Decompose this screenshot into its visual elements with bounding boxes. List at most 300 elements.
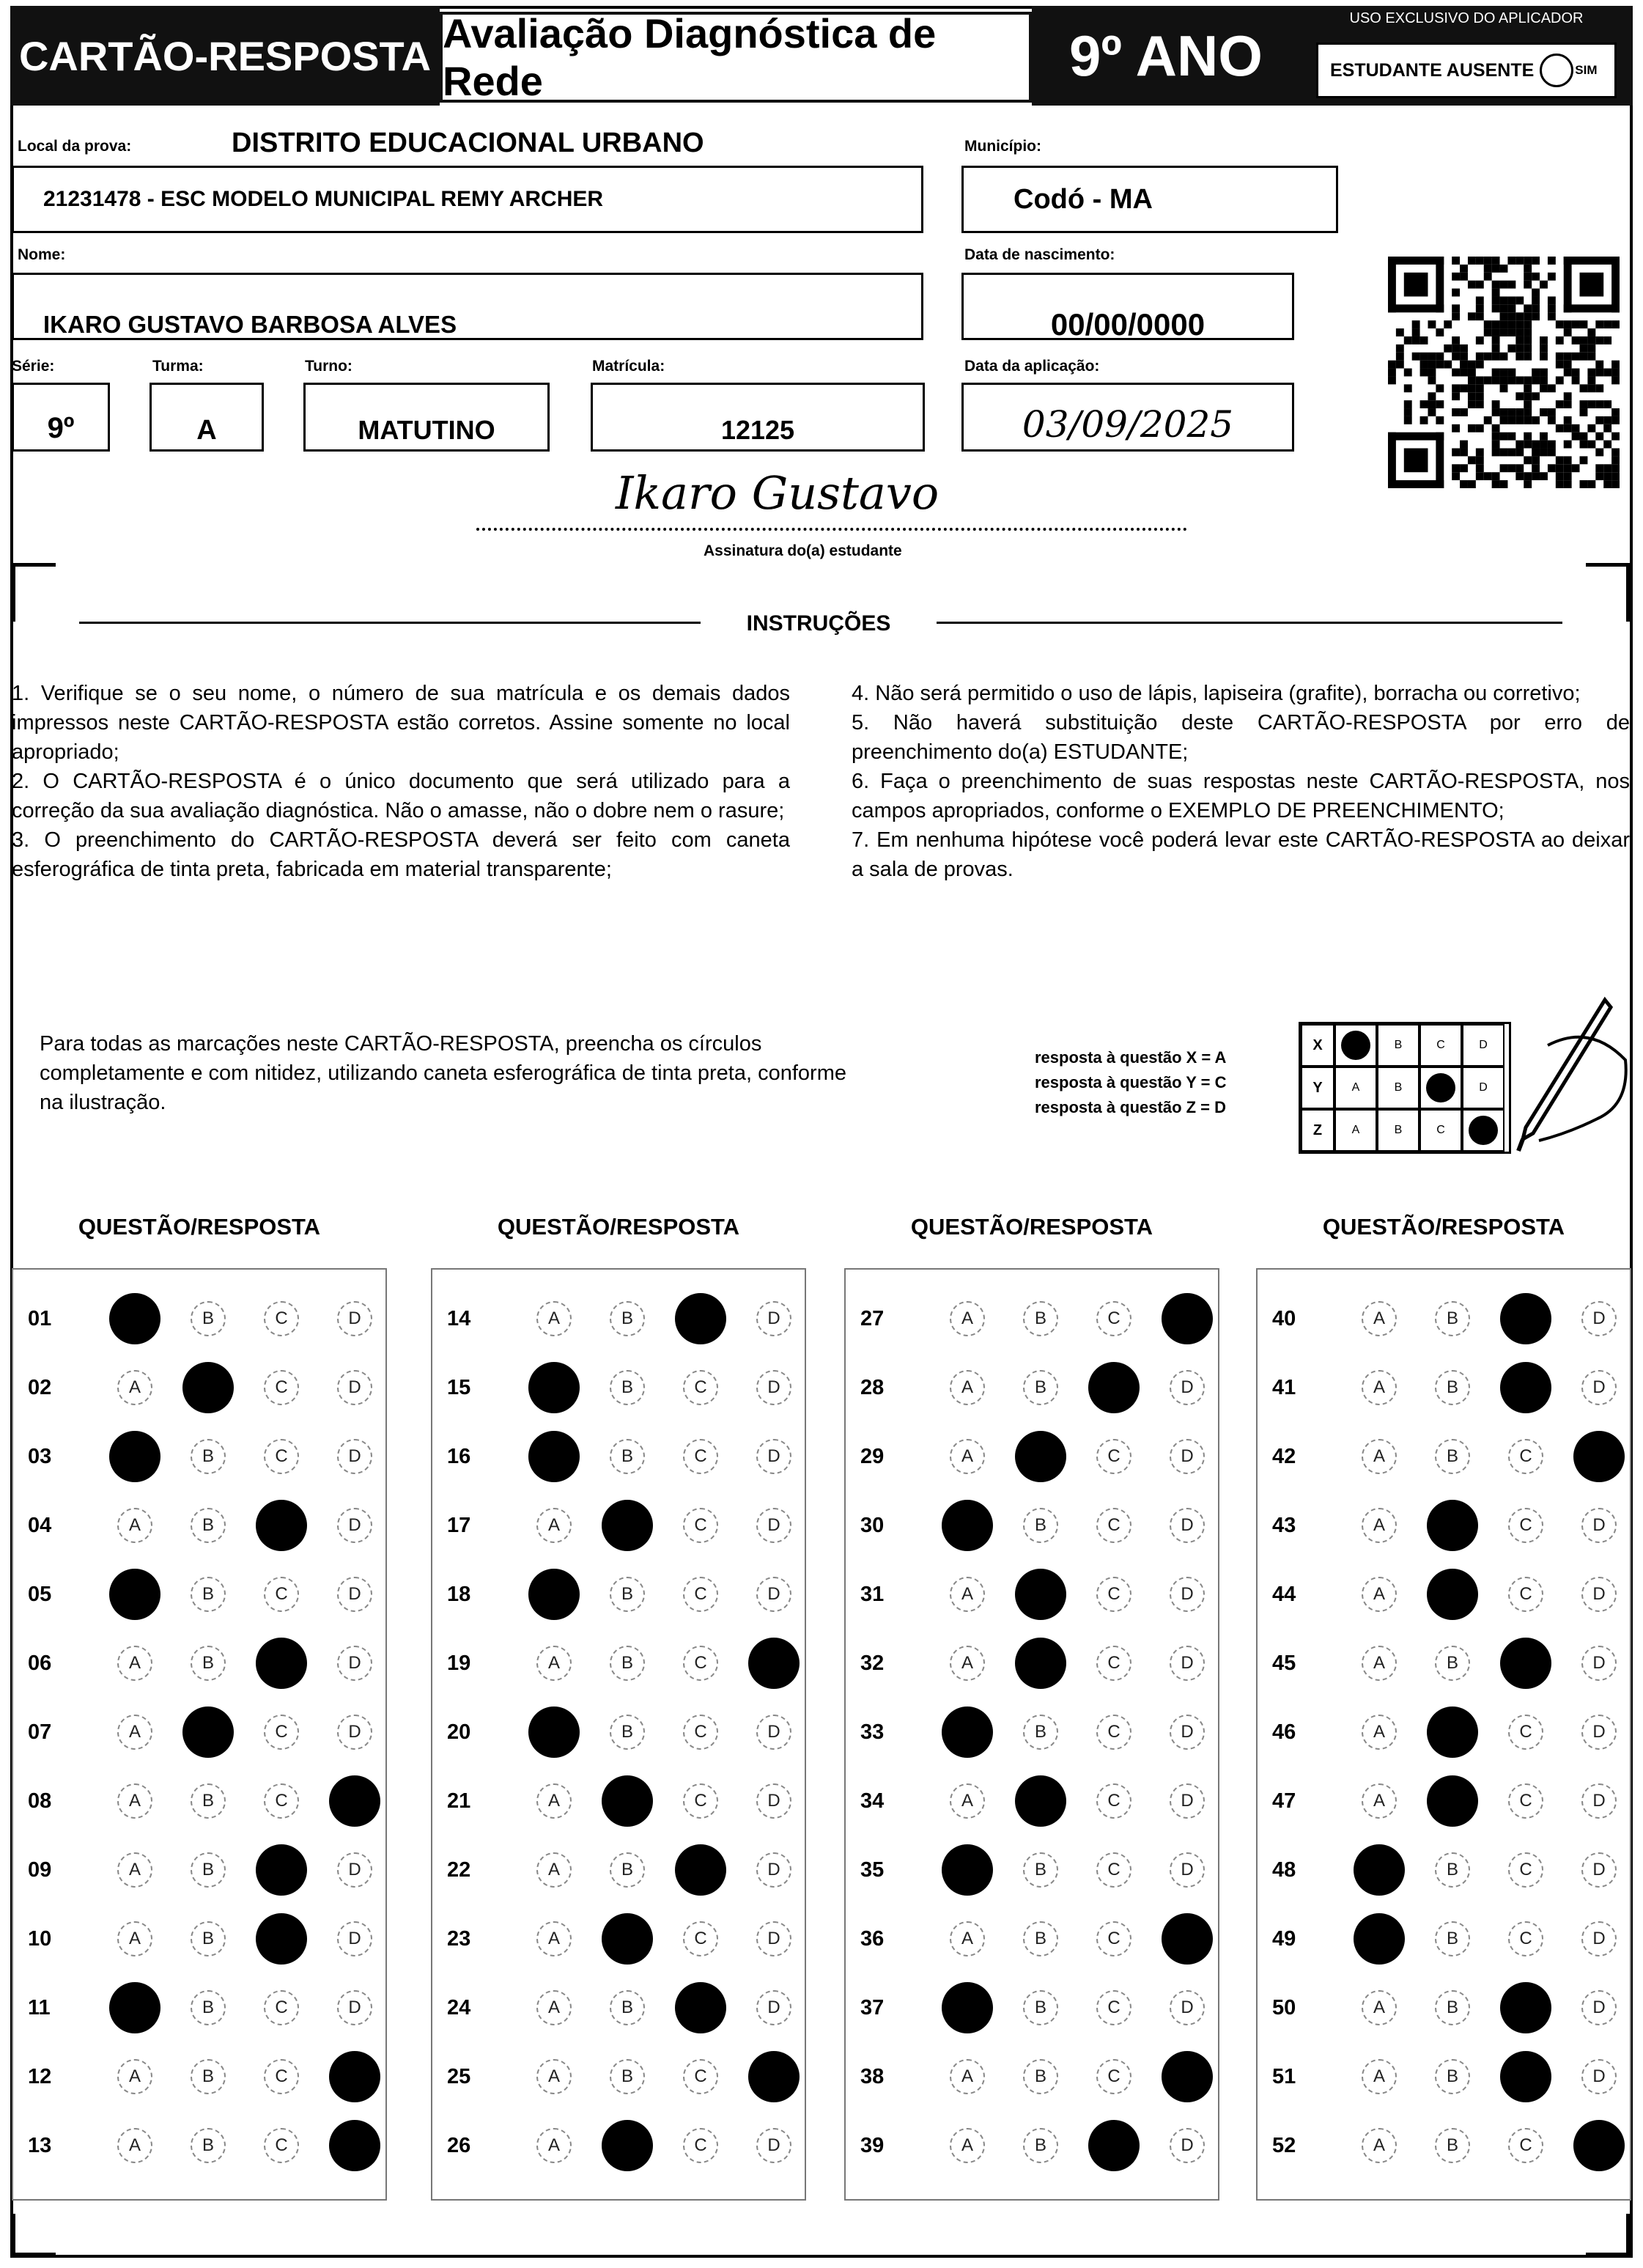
- answer-bubble-d[interactable]: [748, 1638, 800, 1689]
- answer-bubble-c[interactable]: C: [1508, 1508, 1543, 1543]
- question-row: [846, 2111, 1218, 2180]
- question-row: [1258, 2042, 1630, 2111]
- answer-bubble-d[interactable]: D: [756, 1577, 791, 1612]
- answer-bubble-a[interactable]: [942, 1500, 993, 1551]
- question-row: [432, 1560, 805, 1629]
- example-option-label: B: [1394, 1039, 1403, 1051]
- question-row: [846, 1629, 1218, 1698]
- answer-bubble-a[interactable]: [109, 1569, 160, 1620]
- example-cell: [1334, 1067, 1377, 1109]
- answer-bubble-c[interactable]: [1500, 1638, 1551, 1689]
- question-number: 37: [860, 1995, 885, 2020]
- answer-bubble-a[interactable]: [1354, 1844, 1405, 1896]
- answer-bubble-d[interactable]: D: [337, 1990, 372, 2025]
- answer-bubble-b[interactable]: [602, 1913, 653, 1965]
- example-option-label: A: [1351, 1081, 1360, 1094]
- signature-line: [476, 528, 1187, 531]
- answer-bubble-c[interactable]: C: [683, 1508, 718, 1543]
- answer-bubble-d[interactable]: [329, 2120, 380, 2171]
- column-title: QUESTÃO/RESPOSTA: [910, 1214, 1153, 1240]
- instruction-2: 2. O CARTÃO-RESPOSTA é o único documento que será utilizado para a correção da sua avaliação diagnóstica. Não o amasse, não o dobre nem o rasure;: [12, 770, 790, 822]
- question-number: 39: [860, 2133, 885, 2157]
- answer-bubble-d[interactable]: D: [1581, 1921, 1617, 1956]
- answer-bubble-b[interactable]: B: [191, 1301, 226, 1336]
- answer-bubble-b[interactable]: [1427, 1775, 1478, 1827]
- answer-bubble-c[interactable]: [256, 1913, 307, 1965]
- answer-bubble-a[interactable]: A: [117, 1646, 152, 1681]
- question-number: 31: [860, 1582, 885, 1606]
- matricula-label: Matrícula:: [592, 358, 665, 375]
- answer-bubble-a[interactable]: A: [536, 1783, 572, 1819]
- question-number: 13: [28, 2133, 52, 2157]
- answer-bubble-d[interactable]: D: [337, 1715, 372, 1750]
- answer-bubble-a[interactable]: A: [1362, 1508, 1397, 1543]
- example-option-label: B: [1394, 1081, 1403, 1094]
- question-number: 23: [447, 1926, 471, 1951]
- answer-bubble-a[interactable]: A: [117, 1715, 152, 1750]
- answer-bubble-a[interactable]: A: [117, 1921, 152, 1956]
- answer-bubble-b[interactable]: B: [610, 1990, 645, 2025]
- answer-bubble-b[interactable]: B: [191, 1646, 226, 1681]
- answer-bubble-d[interactable]: D: [1170, 1715, 1205, 1750]
- answer-bubble-d[interactable]: D: [1581, 1301, 1617, 1336]
- answer-bubble-b[interactable]: B: [191, 1577, 226, 1612]
- answer-bubble-b[interactable]: B: [1023, 1852, 1058, 1888]
- answer-bubble-b[interactable]: B: [610, 1577, 645, 1612]
- question-number: 34: [860, 1789, 885, 1813]
- answer-bubble-b[interactable]: B: [1435, 1852, 1470, 1888]
- answer-bubble-a[interactable]: A: [950, 1646, 985, 1681]
- answer-bubble-b[interactable]: B: [191, 1852, 226, 1888]
- instructions-left: [12, 679, 790, 884]
- question-number: 12: [28, 2064, 52, 2088]
- answer-bubble-c[interactable]: C: [264, 1990, 299, 2025]
- aplicacao-box: [961, 383, 1294, 452]
- answer-bubble-c[interactable]: [1500, 2051, 1551, 2102]
- answer-bubble-c[interactable]: C: [1096, 1439, 1131, 1474]
- answer-bubble-b[interactable]: B: [1023, 2128, 1058, 2163]
- answer-bubble-d[interactable]: D: [1581, 1783, 1617, 1819]
- answer-bubble-a[interactable]: A: [117, 1370, 152, 1405]
- example-row-label: Y: [1301, 1067, 1334, 1109]
- answer-bubble-b[interactable]: B: [1435, 1921, 1470, 1956]
- answer-bubble-b[interactable]: B: [1023, 1990, 1058, 2025]
- instruction-4: 4. Não será permitido o uso de lápis, lapiseira (grafite), borracha ou corretivo;: [852, 682, 1581, 705]
- answer-bubble-a[interactable]: A: [117, 2128, 152, 2163]
- answer-bubble-c[interactable]: C: [683, 1439, 718, 1474]
- answer-bubble-c[interactable]: C: [264, 1301, 299, 1336]
- answer-bubble-a[interactable]: A: [1362, 1715, 1397, 1750]
- answer-bubble-b[interactable]: B: [1023, 2059, 1058, 2094]
- answer-bubble-b[interactable]: B: [610, 2059, 645, 2094]
- answer-bubble-a[interactable]: A: [950, 1439, 985, 1474]
- answer-bubble-a[interactable]: A: [536, 1646, 572, 1681]
- answer-bubble-d[interactable]: [1573, 2120, 1625, 2171]
- question-row: [846, 1767, 1218, 1836]
- answer-bubble-c[interactable]: C: [683, 2128, 718, 2163]
- example-cell: [1334, 1109, 1377, 1152]
- answer-bubble-b[interactable]: [182, 1362, 234, 1413]
- column-title: QUESTÃO/RESPOSTA: [497, 1214, 740, 1240]
- answer-bubble-a[interactable]: A: [950, 1577, 985, 1612]
- question-row: [432, 1767, 805, 1836]
- applicator-block: [1300, 6, 1633, 106]
- answer-bubble-b[interactable]: [1015, 1775, 1066, 1827]
- answer-bubble-a[interactable]: [528, 1362, 580, 1413]
- matricula-value: 12125: [720, 415, 795, 445]
- absent-box: [1316, 43, 1617, 98]
- question-number: 01: [28, 1306, 52, 1330]
- example-text: Para todas as marcações neste CARTÃO-RESPOSTA, preencha os círculos completamente e com nitidez, utilizando caneta esferográfica de tinta preta, conforme na ilustração.: [40, 1032, 846, 1114]
- answer-bubble-c[interactable]: [675, 1982, 726, 2033]
- answer-bubble-b[interactable]: B: [1435, 1370, 1470, 1405]
- answer-bubble-c[interactable]: C: [1096, 1508, 1131, 1543]
- answer-bubble-c[interactable]: [1500, 1982, 1551, 2033]
- question-row: [432, 1973, 805, 2042]
- answer-bubble-b[interactable]: B: [610, 1715, 645, 1750]
- example-legend: [1035, 1045, 1226, 1120]
- answer-bubble-c[interactable]: C: [1096, 1301, 1131, 1336]
- answer-bubble-d[interactable]: [1573, 1431, 1625, 1482]
- example-legend-x: resposta à questão X = A: [1035, 1048, 1227, 1067]
- example-option-label: A: [1351, 1124, 1360, 1136]
- answer-bubble-c[interactable]: C: [264, 1577, 299, 1612]
- answer-bubble-b[interactable]: [1427, 1706, 1478, 1758]
- answer-bubble-b[interactable]: B: [610, 1439, 645, 1474]
- corner-mark-tl: [12, 563, 56, 622]
- answer-bubble-d[interactable]: D: [756, 1715, 791, 1750]
- answer-bubble-c[interactable]: C: [1508, 1439, 1543, 1474]
- answer-bubble-b[interactable]: [1427, 1500, 1478, 1551]
- answer-bubble-b[interactable]: [1015, 1638, 1066, 1689]
- answer-bubble-d[interactable]: D: [337, 1508, 372, 1543]
- answer-bubble-c[interactable]: C: [683, 1715, 718, 1750]
- answer-bubble-c[interactable]: C: [1096, 2059, 1131, 2094]
- answer-bubble-b[interactable]: B: [1023, 1370, 1058, 1405]
- answer-bubble-b[interactable]: [182, 1706, 234, 1758]
- question-number: 33: [860, 1720, 885, 1744]
- answer-bubble-d[interactable]: D: [756, 1439, 791, 1474]
- answer-bubble-b[interactable]: B: [191, 1783, 226, 1819]
- answer-bubble-a[interactable]: A: [1362, 2059, 1397, 2094]
- question-number: 21: [447, 1789, 471, 1813]
- question-row: [846, 1353, 1218, 1422]
- answer-bubble-a[interactable]: [109, 1431, 160, 1482]
- question-number: 35: [860, 1858, 885, 1882]
- answer-bubble-b[interactable]: [1015, 1431, 1066, 1482]
- answer-bubble-c[interactable]: [1500, 1293, 1551, 1344]
- question-row: [13, 1698, 385, 1767]
- answer-bubble-c[interactable]: C: [683, 1577, 718, 1612]
- answer-bubble-d[interactable]: D: [337, 1577, 372, 1612]
- answer-bubble-a[interactable]: A: [1362, 1439, 1397, 1474]
- answer-bubble-c[interactable]: [1500, 1362, 1551, 1413]
- local-label: Local da prova:: [18, 138, 132, 155]
- answer-bubble-c[interactable]: C: [1096, 1990, 1131, 2025]
- question-number: 26: [447, 2133, 471, 2157]
- answer-bubble-d[interactable]: D: [756, 1990, 791, 2025]
- answer-bubble-c[interactable]: C: [683, 1370, 718, 1405]
- answer-bubble-c[interactable]: C: [1096, 1921, 1131, 1956]
- answer-bubble-b[interactable]: B: [1023, 1508, 1058, 1543]
- school-value: 21231478 - ESC MODELO MUNICIPAL REMY ARCHER: [43, 187, 604, 211]
- answer-bubble-a[interactable]: [528, 1569, 580, 1620]
- answer-bubble-d[interactable]: D: [756, 1852, 791, 1888]
- answer-column: [1256, 1268, 1631, 2201]
- answer-bubble-a[interactable]: [942, 1844, 993, 1896]
- answer-bubble-a[interactable]: A: [950, 1301, 985, 1336]
- answer-bubble-a[interactable]: [528, 1706, 580, 1758]
- answer-bubble-d[interactable]: [329, 1775, 380, 1827]
- answer-bubble-a[interactable]: A: [536, 1852, 572, 1888]
- nascimento-label: Data de nascimento:: [964, 246, 1115, 263]
- question-number: 27: [860, 1306, 885, 1330]
- absent-bubble[interactable]: [1540, 54, 1573, 87]
- answer-bubble-c[interactable]: [1088, 2120, 1140, 2171]
- answer-bubble-d[interactable]: D: [337, 1370, 372, 1405]
- answer-bubble-a[interactable]: A: [117, 2059, 152, 2094]
- question-number: 49: [1272, 1926, 1296, 1951]
- aplicacao-label: Data da aplicação:: [964, 358, 1100, 375]
- question-number: 25: [447, 2064, 471, 2088]
- answer-bubble-c[interactable]: C: [1096, 1852, 1131, 1888]
- question-row: [1258, 1560, 1630, 1629]
- turno-box: [303, 383, 550, 452]
- answer-bubble-d[interactable]: D: [1581, 1370, 1617, 1405]
- answer-bubble-c[interactable]: C: [1508, 1577, 1543, 1612]
- question-row: [846, 1904, 1218, 1973]
- example-cell: [1419, 1067, 1462, 1109]
- answer-bubble-d[interactable]: D: [337, 1646, 372, 1681]
- answer-bubble-b[interactable]: B: [1023, 1715, 1058, 1750]
- answer-bubble-d[interactable]: [1162, 1913, 1213, 1965]
- answer-bubble-b[interactable]: B: [191, 1990, 226, 2025]
- answer-bubble-d[interactable]: D: [756, 1370, 791, 1405]
- instruction-5: 5. Não haverá substituição deste CARTÃO-RESPOSTA por erro de preenchimento do(a) ESTUDANTE;: [852, 711, 1630, 764]
- question-number: 17: [447, 1513, 471, 1537]
- answer-bubble-a[interactable]: A: [1362, 1783, 1397, 1819]
- answer-bubble-d[interactable]: D: [1170, 1783, 1205, 1819]
- answer-bubble-c[interactable]: [675, 1293, 726, 1344]
- question-row: [13, 1767, 385, 1836]
- municipio-value: Codó - MA: [1014, 183, 1153, 215]
- answer-bubble-d[interactable]: D: [756, 1508, 791, 1543]
- answer-bubble-c[interactable]: C: [264, 1439, 299, 1474]
- answer-bubble-b[interactable]: B: [1435, 1439, 1470, 1474]
- answer-bubble-d[interactable]: D: [1170, 1990, 1205, 2025]
- answer-bubble-a[interactable]: [528, 1431, 580, 1482]
- answer-bubble-c[interactable]: [675, 1844, 726, 1896]
- question-row: [1258, 2111, 1630, 2180]
- instruction-7: 7. Em nenhuma hipótese você poderá levar este CARTÃO-RESPOSTA ao deixar a sala de provas.: [852, 828, 1630, 881]
- answer-bubble-d[interactable]: D: [1170, 1508, 1205, 1543]
- question-row: [846, 1836, 1218, 1904]
- answer-bubble-b[interactable]: B: [1435, 2059, 1470, 2094]
- answer-bubble-b[interactable]: B: [191, 2059, 226, 2094]
- question-number: 46: [1272, 1720, 1296, 1744]
- answer-bubble-b[interactable]: B: [610, 1646, 645, 1681]
- answer-bubble-c[interactable]: C: [264, 1783, 299, 1819]
- answer-bubble-b[interactable]: [602, 2120, 653, 2171]
- answer-bubble-c[interactable]: [256, 1500, 307, 1551]
- answer-bubble-b[interactable]: B: [191, 1508, 226, 1543]
- answer-bubble-a[interactable]: A: [117, 1852, 152, 1888]
- question-number: 48: [1272, 1858, 1296, 1882]
- answer-bubble-d[interactable]: D: [337, 1439, 372, 1474]
- answer-bubble-d[interactable]: D: [1581, 1990, 1617, 2025]
- question-row: [13, 1560, 385, 1629]
- example-cell: [1419, 1109, 1462, 1152]
- answer-bubble-a[interactable]: A: [1362, 1646, 1397, 1681]
- question-number: 04: [28, 1513, 52, 1537]
- answer-bubble-d[interactable]: D: [756, 1301, 791, 1336]
- question-number: 32: [860, 1651, 885, 1675]
- answer-bubble-c[interactable]: C: [683, 2059, 718, 2094]
- answer-bubble-b[interactable]: B: [191, 2128, 226, 2163]
- answer-bubble-c[interactable]: [256, 1844, 307, 1896]
- answer-bubble-a[interactable]: A: [536, 1921, 572, 1956]
- answer-bubble-d[interactable]: D: [1170, 1370, 1205, 1405]
- answer-bubble-b[interactable]: B: [1435, 2128, 1470, 2163]
- answer-bubble-a[interactable]: A: [536, 1301, 572, 1336]
- answer-bubble-c[interactable]: C: [683, 1646, 718, 1681]
- question-row: [1258, 1767, 1630, 1836]
- answer-bubble-b[interactable]: B: [191, 1921, 226, 1956]
- answer-bubble-d[interactable]: D: [1581, 2059, 1617, 2094]
- card-title: CARTÃO-RESPOSTA: [10, 6, 440, 106]
- answer-bubble-d[interactable]: [1162, 2051, 1213, 2102]
- answer-bubble-d[interactable]: D: [756, 2128, 791, 2163]
- question-row: [432, 1491, 805, 1560]
- example-option-label: B: [1394, 1124, 1403, 1136]
- matricula-box: [591, 383, 925, 452]
- answer-bubble-d[interactable]: D: [1170, 2128, 1205, 2163]
- answer-bubble-c[interactable]: C: [683, 1783, 718, 1819]
- answer-bubble-a[interactable]: A: [950, 2128, 985, 2163]
- question-row: [1258, 1353, 1630, 1422]
- answer-bubble-b[interactable]: [602, 1775, 653, 1827]
- answer-bubble-c[interactable]: C: [264, 2128, 299, 2163]
- exam-title: Avaliação Diagnóstica de Rede: [440, 12, 1032, 103]
- answer-bubble-a[interactable]: [109, 1293, 160, 1344]
- answer-bubble-a[interactable]: A: [117, 1783, 152, 1819]
- answer-bubble-c[interactable]: C: [1096, 1715, 1131, 1750]
- aplicacao-value: 03/09/2025: [1022, 403, 1234, 446]
- answer-bubble-d[interactable]: D: [337, 1921, 372, 1956]
- pen-icon: [1480, 994, 1634, 1163]
- answer-bubble-a[interactable]: A: [536, 2059, 572, 2094]
- answer-bubble-a[interactable]: A: [1362, 1577, 1397, 1612]
- question-number: 11: [28, 1995, 51, 2020]
- answer-bubble-c[interactable]: C: [683, 1921, 718, 1956]
- answer-bubble-c[interactable]: C: [264, 2059, 299, 2094]
- answer-bubble-a[interactable]: A: [950, 1783, 985, 1819]
- answer-bubble-b[interactable]: [1427, 1569, 1478, 1620]
- answer-bubble-b[interactable]: B: [610, 1852, 645, 1888]
- answer-bubble-c[interactable]: C: [1508, 1852, 1543, 1888]
- question-number: 30: [860, 1513, 885, 1537]
- answer-bubble-d[interactable]: D: [1170, 1577, 1205, 1612]
- question-row: [432, 2042, 805, 2111]
- example-row-label: Z: [1301, 1109, 1334, 1152]
- answer-bubble-c[interactable]: [256, 1638, 307, 1689]
- answer-bubble-a[interactable]: A: [950, 1921, 985, 1956]
- answer-bubble-b[interactable]: B: [1023, 1921, 1058, 1956]
- instruction-3: 3. O preenchimento do CARTÃO-RESPOSTA deverá ser feito com caneta esferográfica de tinta preta, fabricada em material transparente;: [12, 828, 790, 881]
- answer-bubble-a[interactable]: A: [1362, 2128, 1397, 2163]
- answer-bubble-a[interactable]: A: [536, 1508, 572, 1543]
- applicator-title: USO EXCLUSIVO DO APLICADOR: [1349, 10, 1584, 26]
- answer-bubble-d[interactable]: [1162, 1293, 1213, 1344]
- answer-bubble-d[interactable]: D: [1581, 1508, 1617, 1543]
- answer-bubble-d[interactable]: D: [1170, 1646, 1205, 1681]
- answer-bubble-c[interactable]: [1088, 1362, 1140, 1413]
- answer-bubble-b[interactable]: [1015, 1569, 1066, 1620]
- answer-bubble-b[interactable]: B: [610, 1301, 645, 1336]
- answer-bubble-d[interactable]: D: [1581, 1577, 1617, 1612]
- answer-bubble-a[interactable]: A: [1362, 1990, 1397, 2025]
- answer-bubble-d[interactable]: D: [756, 1921, 791, 1956]
- answer-bubble-d[interactable]: D: [337, 1301, 372, 1336]
- answer-bubble-d[interactable]: D: [1170, 1852, 1205, 1888]
- answer-bubble-b[interactable]: [602, 1500, 653, 1551]
- answer-bubble-c[interactable]: C: [1508, 1783, 1543, 1819]
- answer-bubble-c[interactable]: C: [1096, 1577, 1131, 1612]
- answer-bubble-d[interactable]: D: [1170, 1439, 1205, 1474]
- answer-bubble-a[interactable]: [109, 1982, 160, 2033]
- answer-bubble-c[interactable]: C: [1508, 2128, 1543, 2163]
- example-legend-z: resposta à questão Z = D: [1035, 1098, 1227, 1116]
- answer-bubble-d[interactable]: [329, 2051, 380, 2102]
- answer-bubble-a[interactable]: A: [950, 2059, 985, 2094]
- answer-bubble-d[interactable]: [748, 2051, 800, 2102]
- nome-label: Nome:: [18, 246, 66, 263]
- answer-bubble-a[interactable]: [1354, 1913, 1405, 1965]
- answer-bubble-d[interactable]: D: [1581, 1646, 1617, 1681]
- answer-bubble-a[interactable]: [942, 1982, 993, 2033]
- answer-bubble-a[interactable]: A: [536, 2128, 572, 2163]
- answer-bubble-c[interactable]: C: [264, 1370, 299, 1405]
- answer-bubble-b[interactable]: B: [1435, 1990, 1470, 2025]
- answer-bubble-c[interactable]: C: [1508, 1921, 1543, 1956]
- signature-label: Assinatura do(a) estudante: [704, 542, 902, 559]
- answer-bubble-a[interactable]: A: [536, 1990, 572, 2025]
- corner-mark-br: [1586, 2214, 1630, 2256]
- answer-bubble-d[interactable]: D: [756, 1783, 791, 1819]
- grade-title: 9º ANO: [1032, 6, 1300, 106]
- answer-bubble-c[interactable]: C: [1096, 1646, 1131, 1681]
- answer-bubble-b[interactable]: B: [1435, 1646, 1470, 1681]
- question-number: 22: [447, 1858, 471, 1882]
- answer-bubble-c[interactable]: C: [1096, 1783, 1131, 1819]
- answer-bubble-b[interactable]: B: [1023, 1301, 1058, 1336]
- question-row: [432, 1698, 805, 1767]
- answer-bubble-d[interactable]: D: [1581, 1715, 1617, 1750]
- answer-bubble-d[interactable]: D: [1581, 1852, 1617, 1888]
- answer-bubble-b[interactable]: B: [1435, 1301, 1470, 1336]
- answer-bubble-a[interactable]: A: [950, 1370, 985, 1405]
- serie-value: 9º: [47, 411, 75, 444]
- answer-bubble-b[interactable]: B: [610, 1370, 645, 1405]
- answer-bubble-b[interactable]: B: [191, 1439, 226, 1474]
- answer-bubble-a[interactable]: A: [1362, 1301, 1397, 1336]
- answer-bubble-c[interactable]: C: [264, 1715, 299, 1750]
- answer-bubble-d[interactable]: D: [337, 1852, 372, 1888]
- answer-bubble-a[interactable]: [942, 1706, 993, 1758]
- answer-bubble-a[interactable]: A: [1362, 1370, 1397, 1405]
- answer-bubble-a[interactable]: A: [117, 1508, 152, 1543]
- answer-bubble-c[interactable]: C: [1508, 1715, 1543, 1750]
